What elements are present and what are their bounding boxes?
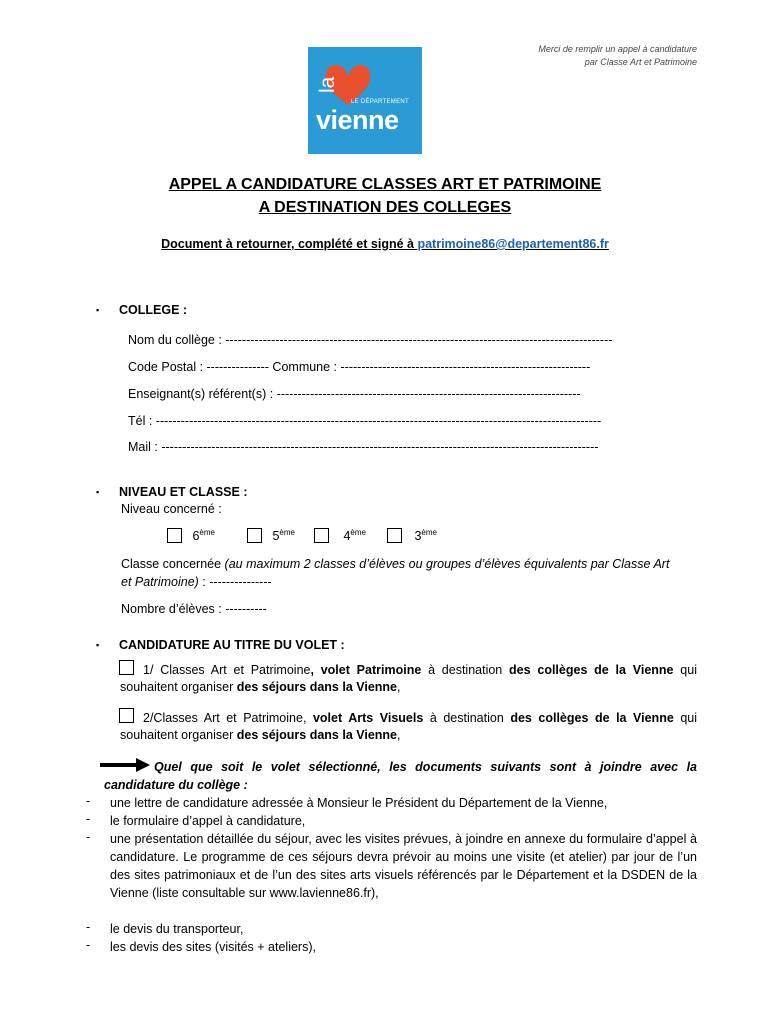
classe-dashes-field[interactable]: : --------------- (198, 575, 272, 589)
list-dash: - (86, 794, 91, 808)
volet-2-text-e: , (397, 728, 401, 742)
tel-field[interactable]: Tél : ----------------------------------------------------------------------------------------------------------- (128, 414, 602, 428)
logo-la-text: la (316, 76, 339, 93)
college-heading: COLLEGE : (119, 303, 188, 317)
volet-2-line1 (143, 709, 697, 727)
volet-1-bold-b: des collèges de la Vienne (509, 663, 674, 677)
classe-concernee-line2 (121, 573, 272, 591)
volet-2-bold-b: des collèges de la Vienne (510, 711, 674, 725)
list-dash: - (86, 812, 91, 826)
list-dash: - (86, 938, 91, 952)
right-arrow-icon (100, 758, 150, 772)
level-5-label: 5ème (272, 527, 295, 543)
college-name-field[interactable]: Nom du collège : --------------------------------------------------------------------------------------------- (128, 333, 613, 347)
level-4-option[interactable] (314, 527, 366, 545)
bullet-icon: ▪ (96, 487, 100, 497)
volet-2-text-d: souhaitent organiser (120, 728, 237, 742)
level-6-checkbox[interactable] (167, 528, 182, 543)
nombre-eleves-field[interactable]: Nombre d’élèves : ---------- (121, 602, 267, 616)
classe-concernee (121, 555, 697, 573)
volet-2-bold-a: volet Arts Visuels (312, 711, 424, 725)
documents-intro-line1: Quel que soit le volet sélectionné, les documents suivants sont à joindre avec la (154, 760, 697, 774)
logo-vienne-text: vienne (316, 105, 399, 135)
page-title-line1: APPEL A CANDIDATURE CLASSES ART ET PATRIMOINE (168, 176, 602, 193)
volet-patrimoine-checkbox[interactable] (119, 659, 134, 677)
classe-label: Classe concernée (121, 557, 225, 571)
volet-1-text-a: 1/ Classes Art et Patrimoine (143, 663, 311, 677)
level-5-checkbox[interactable] (247, 528, 262, 543)
volet-2-text-b: à destination (423, 711, 511, 725)
level-6-label: 6ème (192, 527, 215, 543)
volet-1-line1 (143, 661, 697, 679)
email-link[interactable]: patrimoine86@departement86.fr (417, 237, 609, 251)
volet-1-text-c: qui (673, 663, 697, 677)
volet-1-text-d: souhaitent organiser (120, 680, 237, 694)
volet-1-bold-a: , volet Patrimoine (310, 663, 422, 677)
list-dash: - (86, 920, 91, 934)
level-3-label: 3ème (414, 527, 437, 543)
volet-1-line2 (120, 678, 401, 696)
level-4-label: 4ème (343, 527, 366, 543)
header-note (538, 43, 697, 69)
documents-intro-line2: candidature du collège : (104, 778, 248, 792)
volet-2-text-c: qui (673, 711, 697, 725)
volet-arts-visuels-checkbox[interactable] (119, 707, 134, 725)
header-note-line2: par Classe Art et Patrimoine (584, 57, 697, 67)
list-item: une lettre de candidature adressée à Monsieur le Président du Département de la Vienne, (110, 796, 608, 810)
niveau-concerne-label: Niveau concerné : (121, 502, 222, 516)
enseignants-field[interactable]: Enseignant(s) référent(s) : ------------------------------------------------------------------------- (128, 387, 581, 401)
la-vienne-logo (308, 47, 422, 154)
classe-note-1: (au maximum 2 classes d’élèves ou groupes d’élèves équivalents par Classe Art (224, 557, 670, 571)
mail-field[interactable]: Mail : --------------------------------------------------------------------------------------------------------- (128, 440, 599, 454)
header-note-line1: Merci de remplir un appel à candidature (538, 44, 697, 54)
volet-2-line2 (120, 726, 401, 744)
volet-2-bold-c: des séjours dans la Vienne (236, 728, 398, 742)
volet-2-text-a: 2/Classes Art et Patrimoine, (143, 711, 313, 725)
level-3-option[interactable] (387, 527, 437, 545)
list-item: une présentation détaillée du séjour, avec les visites prévues, à joindre en annexe du formulaire d’appel à candidature. Le programme de ces séjours devra prévoir au moins une visite (et atelier) par jour de l’un des sites patrimoniaux et de l’un des sites arts visuels référencés par le Département et la DSDEN de la Vienne (liste consultable sur www.lavienne86.fr), (110, 832, 697, 900)
volet-heading: CANDIDATURE AU TITRE DU VOLET : (119, 638, 345, 652)
list-item: le formulaire d’appel à candidature, (110, 814, 306, 828)
volet-1-bold-c: des séjours dans la Vienne (236, 680, 398, 694)
list-item: les devis des sites (visités + ateliers), (110, 940, 316, 954)
volet-1-text-e: , (397, 680, 401, 694)
level-3-checkbox[interactable] (387, 528, 402, 543)
logo-dept-text: LE DÉPARTEMENT (351, 99, 409, 105)
level-4-checkbox[interactable] (314, 528, 329, 543)
level-6-option[interactable] (167, 527, 215, 545)
subtitle (0, 237, 770, 251)
level-5-option[interactable] (247, 527, 295, 545)
volet-1-text-b: à destination (421, 663, 510, 677)
list-item: le devis du transporteur, (110, 922, 244, 936)
bullet-icon: ▪ (96, 640, 100, 650)
page-title-line2: A DESTINATION DES COLLEGES (258, 199, 512, 216)
list-dash: - (86, 830, 91, 844)
code-postal-commune-field[interactable]: Code Postal : --------------- Commune : ------------------------------------------------------------ (128, 360, 591, 374)
volet-1-checkbox-box[interactable] (119, 660, 134, 675)
niveau-heading: NIVEAU ET CLASSE : (119, 485, 248, 499)
classe-note-2: et Patrimoine) (121, 575, 199, 589)
volet-2-checkbox-box[interactable] (119, 708, 134, 723)
bullet-icon: ▪ (96, 305, 100, 315)
subtitle-text: Document à retourner, complété et signé à (161, 237, 418, 251)
